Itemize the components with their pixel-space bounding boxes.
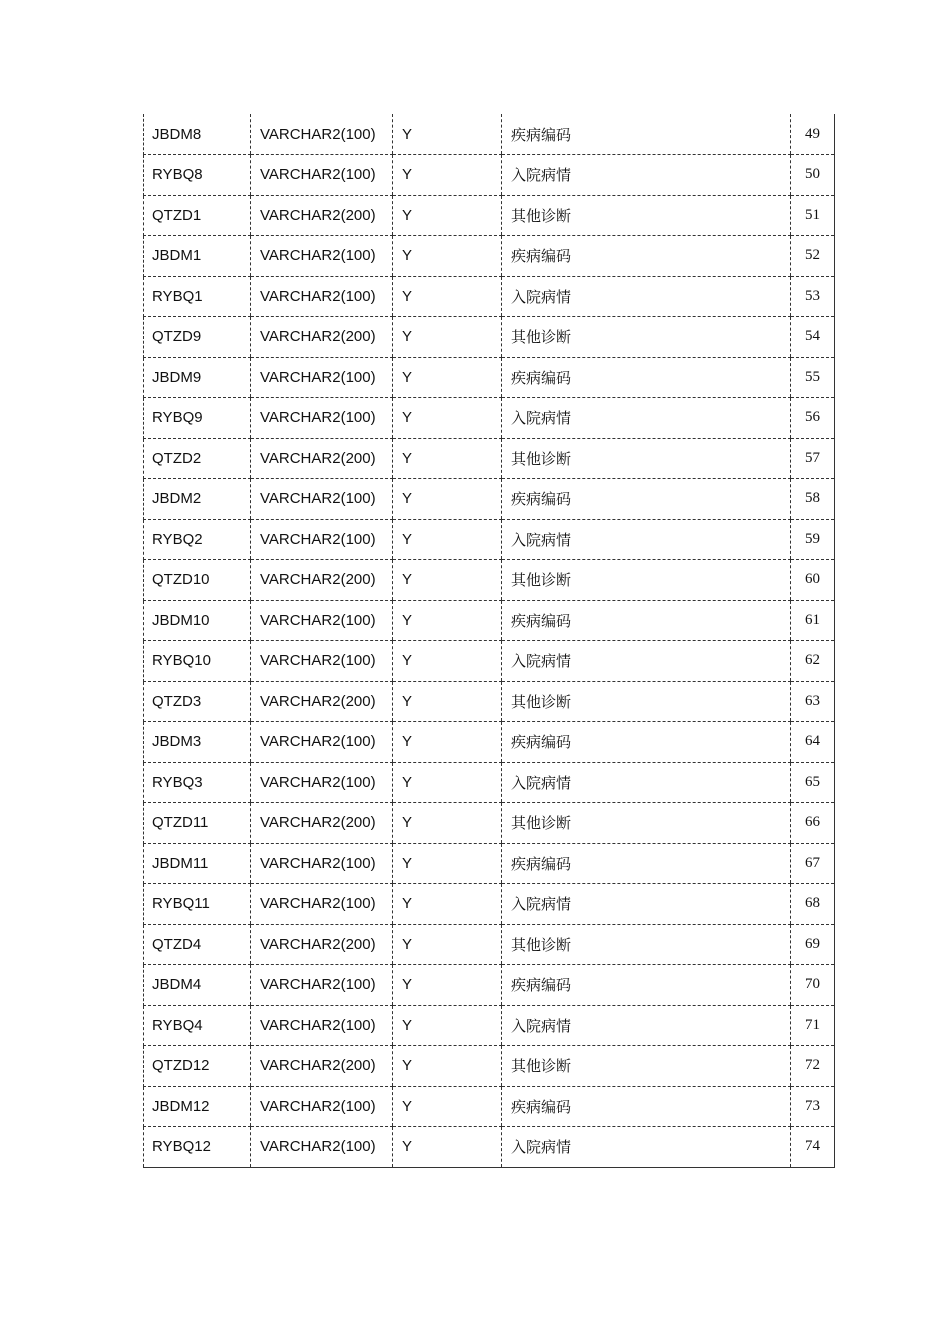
field-sequence-cell: 53	[791, 276, 835, 317]
field-sequence-cell: 49	[791, 114, 835, 155]
field-nullable-cell: Y	[393, 600, 502, 641]
field-nullable-cell: Y	[393, 195, 502, 236]
field-type-cell: VARCHAR2(200)	[251, 560, 393, 601]
field-sequence-cell: 64	[791, 722, 835, 763]
table-row	[144, 560, 835, 601]
field-nullable-cell: Y	[393, 276, 502, 317]
field-type-cell: VARCHAR2(100)	[251, 1127, 393, 1168]
table-row	[144, 924, 835, 965]
field-sequence-cell: 67	[791, 843, 835, 884]
table-row	[144, 803, 835, 844]
field-sequence-cell: 74	[791, 1127, 835, 1168]
field-name-cell: QTZD3	[144, 681, 251, 722]
field-type-cell: VARCHAR2(100)	[251, 965, 393, 1006]
field-type-cell: VARCHAR2(100)	[251, 519, 393, 560]
field-description-cell: 其他诊断	[502, 317, 791, 358]
field-name-cell: RYBQ1	[144, 276, 251, 317]
table-row	[144, 600, 835, 641]
field-name-cell: QTZD12	[144, 1046, 251, 1087]
field-name-cell: QTZD11	[144, 803, 251, 844]
field-type-cell: VARCHAR2(200)	[251, 195, 393, 236]
field-sequence-cell: 51	[791, 195, 835, 236]
table-row	[144, 155, 835, 196]
table-row	[144, 438, 835, 479]
field-name-cell: JBDM11	[144, 843, 251, 884]
field-type-cell: VARCHAR2(100)	[251, 641, 393, 682]
field-type-cell: VARCHAR2(100)	[251, 479, 393, 520]
field-nullable-cell: Y	[393, 884, 502, 925]
field-type-cell: VARCHAR2(100)	[251, 276, 393, 317]
field-description-cell: 疾病编码	[502, 843, 791, 884]
field-description-cell: 疾病编码	[502, 1086, 791, 1127]
table-row	[144, 276, 835, 317]
table-row	[144, 195, 835, 236]
field-type-cell: VARCHAR2(100)	[251, 762, 393, 803]
field-sequence-cell: 69	[791, 924, 835, 965]
field-name-cell: QTZD2	[144, 438, 251, 479]
field-sequence-cell: 56	[791, 398, 835, 439]
field-name-cell: RYBQ12	[144, 1127, 251, 1168]
field-nullable-cell: Y	[393, 924, 502, 965]
field-name-cell: RYBQ9	[144, 398, 251, 439]
field-description-cell: 入院病情	[502, 276, 791, 317]
table-row	[144, 681, 835, 722]
field-name-cell: QTZD10	[144, 560, 251, 601]
field-nullable-cell: Y	[393, 236, 502, 277]
table-row	[144, 762, 835, 803]
field-sequence-cell: 63	[791, 681, 835, 722]
field-type-cell: VARCHAR2(100)	[251, 398, 393, 439]
field-nullable-cell: Y	[393, 317, 502, 358]
field-type-cell: VARCHAR2(100)	[251, 1086, 393, 1127]
field-name-cell: JBDM10	[144, 600, 251, 641]
field-sequence-cell: 55	[791, 357, 835, 398]
field-sequence-cell: 50	[791, 155, 835, 196]
field-description-cell: 入院病情	[502, 398, 791, 439]
field-definition-table	[143, 114, 835, 1168]
field-sequence-cell: 60	[791, 560, 835, 601]
field-sequence-cell: 68	[791, 884, 835, 925]
field-sequence-cell: 72	[791, 1046, 835, 1087]
field-description-cell: 入院病情	[502, 762, 791, 803]
field-table-body	[144, 114, 835, 1167]
field-description-cell: 疾病编码	[502, 600, 791, 641]
field-sequence-cell: 61	[791, 600, 835, 641]
field-nullable-cell: Y	[393, 155, 502, 196]
field-sequence-cell: 62	[791, 641, 835, 682]
table-row	[144, 965, 835, 1006]
field-description-cell: 疾病编码	[502, 236, 791, 277]
field-nullable-cell: Y	[393, 519, 502, 560]
field-name-cell: JBDM2	[144, 479, 251, 520]
field-name-cell: JBDM4	[144, 965, 251, 1006]
field-sequence-cell: 57	[791, 438, 835, 479]
field-nullable-cell: Y	[393, 1086, 502, 1127]
table-row	[144, 114, 835, 155]
field-description-cell: 其他诊断	[502, 560, 791, 601]
field-nullable-cell: Y	[393, 560, 502, 601]
field-name-cell: QTZD1	[144, 195, 251, 236]
field-description-cell: 疾病编码	[502, 722, 791, 763]
field-type-cell: VARCHAR2(100)	[251, 1005, 393, 1046]
table-row	[144, 519, 835, 560]
field-sequence-cell: 65	[791, 762, 835, 803]
field-sequence-cell: 71	[791, 1005, 835, 1046]
field-name-cell: QTZD9	[144, 317, 251, 358]
field-nullable-cell: Y	[393, 965, 502, 1006]
table-row	[144, 1086, 835, 1127]
field-type-cell: VARCHAR2(200)	[251, 681, 393, 722]
field-type-cell: VARCHAR2(100)	[251, 114, 393, 155]
field-description-cell: 疾病编码	[502, 479, 791, 520]
field-type-cell: VARCHAR2(200)	[251, 924, 393, 965]
field-description-cell: 其他诊断	[502, 1046, 791, 1087]
field-nullable-cell: Y	[393, 641, 502, 682]
field-nullable-cell: Y	[393, 722, 502, 763]
field-sequence-cell: 52	[791, 236, 835, 277]
field-name-cell: RYBQ11	[144, 884, 251, 925]
field-nullable-cell: Y	[393, 681, 502, 722]
field-description-cell: 入院病情	[502, 519, 791, 560]
field-name-cell: JBDM1	[144, 236, 251, 277]
table-row	[144, 641, 835, 682]
field-description-cell: 疾病编码	[502, 965, 791, 1006]
field-type-cell: VARCHAR2(100)	[251, 236, 393, 277]
field-name-cell: QTZD4	[144, 924, 251, 965]
field-name-cell: JBDM3	[144, 722, 251, 763]
field-nullable-cell: Y	[393, 1005, 502, 1046]
field-type-cell: VARCHAR2(100)	[251, 357, 393, 398]
field-description-cell: 其他诊断	[502, 681, 791, 722]
field-nullable-cell: Y	[393, 1127, 502, 1168]
field-type-cell: VARCHAR2(100)	[251, 722, 393, 763]
field-description-cell: 其他诊断	[502, 438, 791, 479]
table-row	[144, 479, 835, 520]
field-type-cell: VARCHAR2(200)	[251, 1046, 393, 1087]
field-name-cell: JBDM12	[144, 1086, 251, 1127]
field-sequence-cell: 54	[791, 317, 835, 358]
field-description-cell: 入院病情	[502, 1127, 791, 1168]
field-name-cell: JBDM9	[144, 357, 251, 398]
field-type-cell: VARCHAR2(100)	[251, 884, 393, 925]
field-type-cell: VARCHAR2(100)	[251, 600, 393, 641]
table-row	[144, 1046, 835, 1087]
table-row	[144, 884, 835, 925]
field-sequence-cell: 59	[791, 519, 835, 560]
field-type-cell: VARCHAR2(100)	[251, 843, 393, 884]
table-row	[144, 357, 835, 398]
field-name-cell: JBDM8	[144, 114, 251, 155]
field-name-cell: RYBQ3	[144, 762, 251, 803]
field-type-cell: VARCHAR2(200)	[251, 317, 393, 358]
field-nullable-cell: Y	[393, 398, 502, 439]
field-description-cell: 入院病情	[502, 155, 791, 196]
table-row	[144, 236, 835, 277]
field-description-cell: 入院病情	[502, 641, 791, 682]
table-row	[144, 1005, 835, 1046]
field-nullable-cell: Y	[393, 357, 502, 398]
field-type-cell: VARCHAR2(200)	[251, 803, 393, 844]
table-row	[144, 722, 835, 763]
field-nullable-cell: Y	[393, 762, 502, 803]
field-nullable-cell: Y	[393, 479, 502, 520]
table-row	[144, 317, 835, 358]
field-description-cell: 入院病情	[502, 1005, 791, 1046]
field-nullable-cell: Y	[393, 803, 502, 844]
field-nullable-cell: Y	[393, 114, 502, 155]
field-type-cell: VARCHAR2(100)	[251, 155, 393, 196]
field-description-cell: 疾病编码	[502, 357, 791, 398]
field-description-cell: 其他诊断	[502, 924, 791, 965]
field-sequence-cell: 58	[791, 479, 835, 520]
table-row	[144, 1127, 835, 1168]
field-description-cell: 其他诊断	[502, 803, 791, 844]
field-name-cell: RYBQ8	[144, 155, 251, 196]
field-name-cell: RYBQ2	[144, 519, 251, 560]
table-row	[144, 843, 835, 884]
field-type-cell: VARCHAR2(200)	[251, 438, 393, 479]
field-nullable-cell: Y	[393, 1046, 502, 1087]
field-name-cell: RYBQ4	[144, 1005, 251, 1046]
field-name-cell: RYBQ10	[144, 641, 251, 682]
field-description-cell: 其他诊断	[502, 195, 791, 236]
field-description-cell: 入院病情	[502, 884, 791, 925]
table-row	[144, 398, 835, 439]
field-description-cell: 疾病编码	[502, 114, 791, 155]
field-sequence-cell: 66	[791, 803, 835, 844]
field-sequence-cell: 70	[791, 965, 835, 1006]
field-sequence-cell: 73	[791, 1086, 835, 1127]
field-nullable-cell: Y	[393, 843, 502, 884]
field-nullable-cell: Y	[393, 438, 502, 479]
